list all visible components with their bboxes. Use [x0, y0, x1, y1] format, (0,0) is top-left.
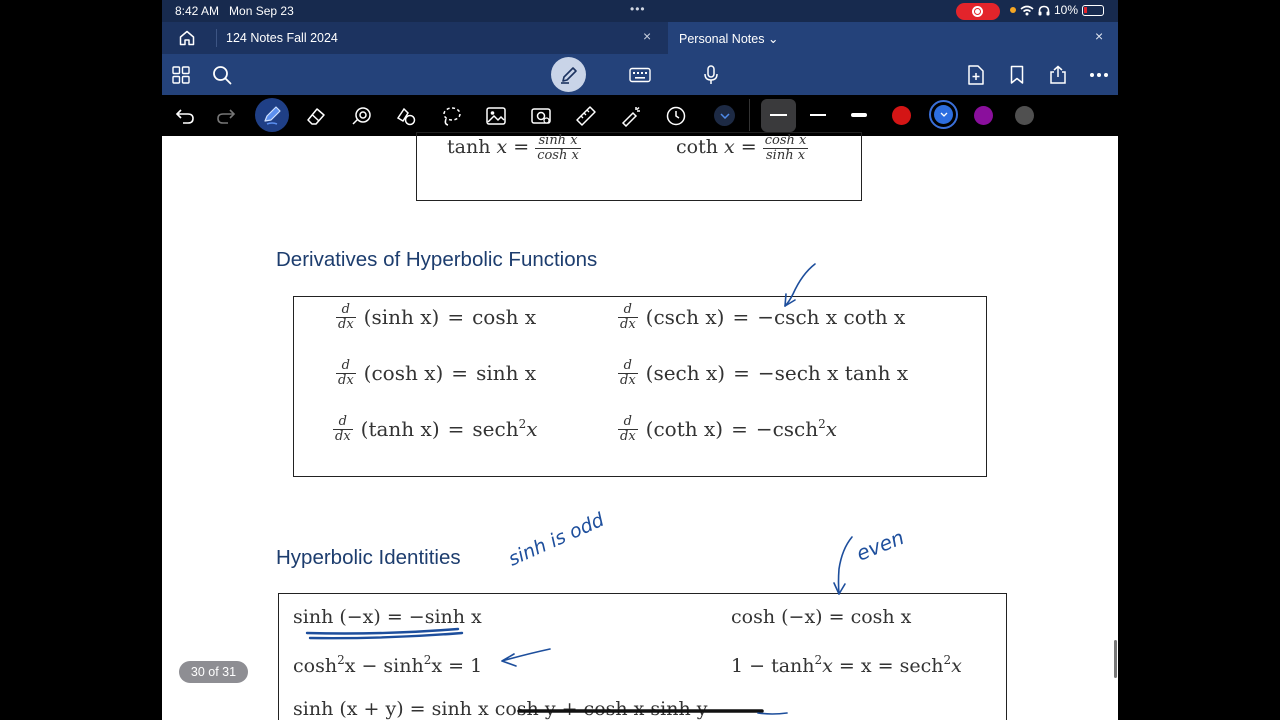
bookmark-icon[interactable] [1005, 63, 1029, 87]
section-heading-identities: Hyperbolic Identities [276, 546, 461, 569]
deriv-coth: $\frac{d}{dx}$ (coth x) = −csch$^2$x [620, 414, 838, 444]
identity-cosh-even: cosh (−x) = cosh x [731, 606, 912, 628]
undo-icon[interactable] [173, 104, 197, 128]
clock-icon[interactable] [664, 104, 688, 128]
toolbar-expand-button[interactable] [714, 105, 735, 126]
pen-mode-button[interactable] [551, 57, 586, 92]
pen-icon [261, 104, 283, 126]
multitask-dots-icon[interactable]: ••• [630, 2, 646, 16]
eraser-icon[interactable] [304, 104, 328, 128]
pen-icon [559, 65, 579, 85]
shapes-icon[interactable] [350, 104, 374, 128]
identity-sinh-sum: sinh (x + y) = sinh x cosh y + cosh x sinh y [293, 698, 708, 720]
ruler-icon[interactable] [574, 104, 598, 128]
microphone-icon[interactable] [699, 63, 723, 87]
deriv-cosh: $\frac{d}{dx}$ (cosh x) = sinh x [338, 358, 537, 388]
share-icon[interactable] [1046, 63, 1070, 87]
highlighter-shapes-icon[interactable] [394, 104, 418, 128]
page-indicator[interactable]: 30 of 31 [179, 661, 248, 683]
chevron-down-icon [940, 112, 948, 117]
chevron-down-icon [720, 113, 730, 119]
arrow-to-cosh-even [839, 537, 853, 594]
tab-close-icon[interactable]: × [1095, 28, 1104, 44]
battery-percent: 10% [1054, 3, 1079, 17]
wifi-icon [1020, 5, 1034, 16]
grid-icon[interactable] [169, 63, 193, 87]
handwriting-even: even [852, 524, 908, 566]
stroke-width-thin[interactable] [761, 99, 796, 132]
tab-label: Personal Notes ⌄ [679, 32, 779, 46]
deriv-sech: $\frac{d}{dx}$ (sech x) = −sech x tanh x [620, 358, 909, 388]
coth-definition: coth x = $\frac{\text{cosh x}}{\text{sinh x}}$ [676, 133, 807, 163]
tab-close-icon[interactable]: × [643, 28, 652, 44]
deriv-sinh: $\frac{d}{dx}$ (sinh x) = cosh x [338, 302, 537, 332]
notebook-page[interactable] [162, 133, 1118, 720]
status-bar [162, 0, 1118, 22]
camera-icon[interactable] [529, 104, 553, 128]
deriv-tanh: $\frac{d}{dx}$ (tanh x) = sech$^2$x [335, 414, 538, 444]
add-page-icon[interactable] [964, 63, 988, 87]
handwriting-sinh-is-odd: sinh is odd [505, 508, 608, 571]
screen-record-icon[interactable] [956, 3, 1000, 20]
laser-pointer-icon[interactable] [619, 104, 643, 128]
redo-icon[interactable] [214, 104, 238, 128]
more-icon[interactable] [1087, 63, 1111, 87]
page-scrollbar[interactable] [1114, 640, 1117, 678]
mic-in-use-icon [1010, 7, 1016, 13]
status-time: 8:42 AM Mon Sep 23 [175, 4, 294, 18]
image-icon[interactable] [484, 104, 508, 128]
stroke-width-medium[interactable] [802, 105, 834, 125]
tab-divider [216, 29, 217, 47]
home-icon[interactable] [178, 29, 196, 47]
tab-124-notes[interactable]: 124 Notes Fall 2024 [226, 31, 338, 45]
pen-tool[interactable] [255, 98, 289, 132]
tanh-definition: tanh x = $\frac{\text{sinh x}}{\text{cosh x}}$ [447, 133, 579, 163]
color-purple-swatch[interactable] [974, 106, 993, 125]
identity-pythagorean: $\cosh^2x - \sinh^2x = 1$ [293, 653, 483, 677]
notes-app [162, 0, 1118, 720]
identity-sinh-odd: sinh (−x) = −sinh x [293, 606, 482, 628]
deriv-csch: $\frac{d}{dx}$ (csch x) = −csch x coth x [620, 302, 906, 332]
headphones-icon [1038, 5, 1050, 16]
color-red-swatch[interactable] [892, 106, 911, 125]
top-toolbar [162, 54, 1118, 95]
lasso-icon[interactable] [439, 104, 463, 128]
stroke-width-thick[interactable] [843, 105, 875, 125]
keyboard-icon[interactable] [628, 63, 652, 87]
identity-tanh-sech: $1 - \tanh^2x = x = \sec h^2x$ [731, 653, 962, 677]
system-status [1010, 3, 1104, 17]
battery-icon [1082, 5, 1104, 16]
toolbar-divider [749, 99, 750, 131]
color-gray-swatch[interactable] [1015, 106, 1034, 125]
chevron-down-icon: ⌄ [767, 32, 779, 46]
tab-bar [162, 22, 1118, 54]
drawing-toolbar [162, 95, 1118, 136]
search-icon[interactable] [210, 63, 234, 87]
section-heading-derivatives: Derivatives of Hyperbolic Functions [276, 248, 598, 271]
color-blue-swatch[interactable] [929, 100, 958, 129]
tab-personal-notes[interactable] [668, 22, 1118, 54]
